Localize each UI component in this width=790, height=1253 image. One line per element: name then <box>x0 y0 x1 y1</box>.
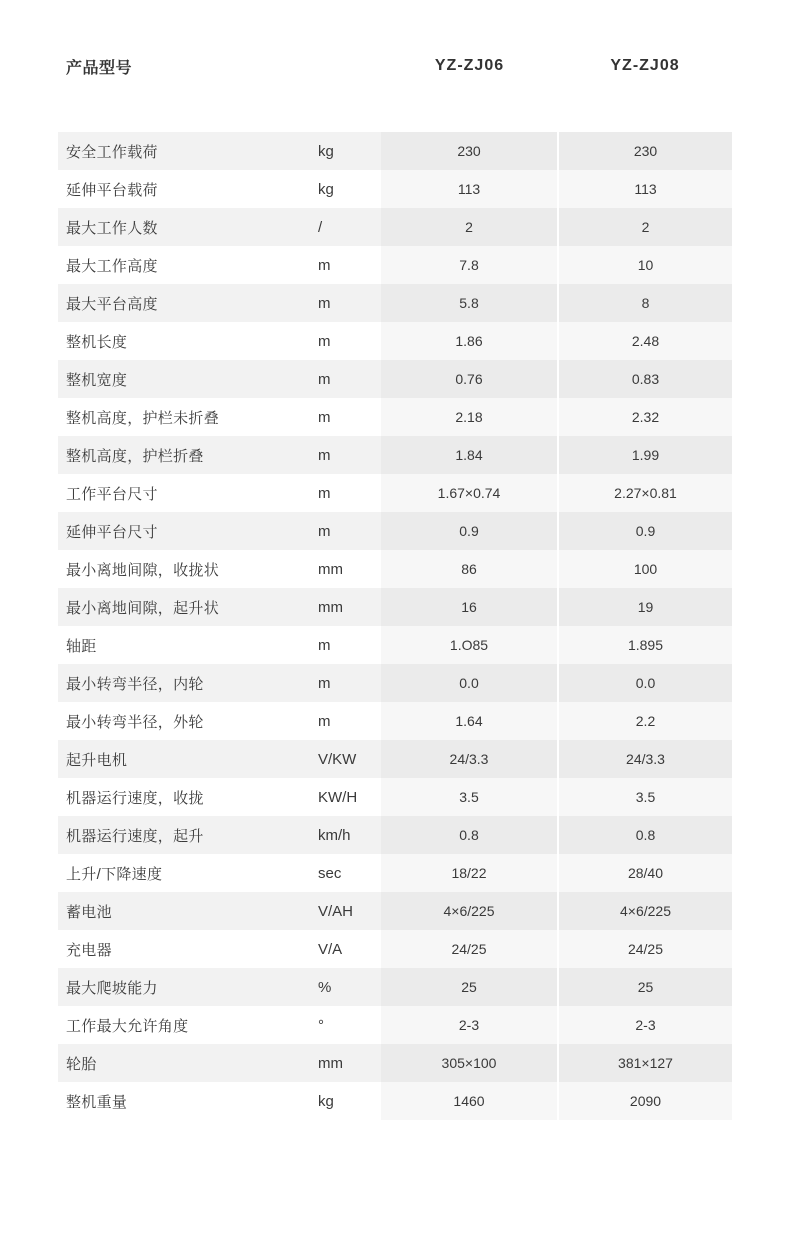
spec-value-model-2: 113 <box>558 170 732 208</box>
spec-name: 起升电机 <box>58 740 308 778</box>
spec-name: 整机宽度 <box>58 360 308 398</box>
spec-name: 整机高度，护栏折叠 <box>58 436 308 474</box>
spec-unit: mm <box>308 588 381 626</box>
spec-value-model-1: 5.8 <box>381 284 558 322</box>
spec-name: 工作平台尺寸 <box>58 474 308 512</box>
table-row <box>58 284 732 322</box>
spec-value-model-1: 2.18 <box>381 398 558 436</box>
spec-value-model-2: 0.8 <box>558 816 732 854</box>
spec-name: 延伸平台尺寸 <box>58 512 308 550</box>
spec-unit: ° <box>308 1006 381 1044</box>
table-row <box>58 1044 732 1082</box>
table-row <box>58 360 732 398</box>
spec-value-model-2: 0.83 <box>558 360 732 398</box>
spec-value-model-1: 305×100 <box>381 1044 558 1082</box>
table-row <box>58 740 732 778</box>
spec-value-model-2: 10 <box>558 246 732 284</box>
table-row <box>58 854 732 892</box>
spec-value-model-1: 113 <box>381 170 558 208</box>
spec-value-model-2: 8 <box>558 284 732 322</box>
spec-unit: m <box>308 474 381 512</box>
spec-value-model-1: 0.9 <box>381 512 558 550</box>
spec-value-model-2: 2.32 <box>558 398 732 436</box>
spec-name: 最小离地间隙，起升状 <box>58 588 308 626</box>
spec-unit: m <box>308 702 381 740</box>
spec-unit: KW/H <box>308 778 381 816</box>
spec-unit: / <box>308 208 381 246</box>
spec-unit: kg <box>308 132 381 170</box>
spec-name: 工作最大允许角度 <box>58 1006 308 1044</box>
table-row <box>58 778 732 816</box>
spec-value-model-1: 86 <box>381 550 558 588</box>
spec-name: 整机长度 <box>58 322 308 360</box>
spec-unit: mm <box>308 1044 381 1082</box>
spec-value-model-2: 100 <box>558 550 732 588</box>
spec-value-model-2: 2090 <box>558 1082 732 1120</box>
spec-value-model-2: 230 <box>558 132 732 170</box>
table-row <box>58 512 732 550</box>
spec-unit: km/h <box>308 816 381 854</box>
spec-value-model-2: 2.2 <box>558 702 732 740</box>
spec-unit: m <box>308 664 381 702</box>
spec-unit: m <box>308 626 381 664</box>
table-row <box>58 132 732 170</box>
spec-name: 轴距 <box>58 626 308 664</box>
spec-unit: m <box>308 398 381 436</box>
table-row <box>58 930 732 968</box>
spec-value-model-2: 381×127 <box>558 1044 732 1082</box>
spec-unit: sec <box>308 854 381 892</box>
spec-value-model-1: 2-3 <box>381 1006 558 1044</box>
spec-unit: m <box>308 246 381 284</box>
spec-name: 轮胎 <box>58 1044 308 1082</box>
spec-value-model-1: 25 <box>381 968 558 1006</box>
table-row <box>58 1082 732 1120</box>
table-row <box>58 398 732 436</box>
spec-name: 延伸平台载荷 <box>58 170 308 208</box>
spec-value-model-1: 3.5 <box>381 778 558 816</box>
table-row <box>58 1006 732 1044</box>
spec-name: 最大工作人数 <box>58 208 308 246</box>
spec-name: 最大工作高度 <box>58 246 308 284</box>
table-header <box>58 0 732 132</box>
spec-value-model-2: 24/3.3 <box>558 740 732 778</box>
spec-name: 蓄电池 <box>58 892 308 930</box>
spec-name: 上升/下降速度 <box>58 854 308 892</box>
spec-name: 最大平台高度 <box>58 284 308 322</box>
table-row <box>58 626 732 664</box>
table-row <box>58 208 732 246</box>
spec-unit: V/AH <box>308 892 381 930</box>
spec-unit: m <box>308 512 381 550</box>
spec-value-model-2: 0.9 <box>558 512 732 550</box>
spec-name: 最小转弯半径，内轮 <box>58 664 308 702</box>
spec-unit: m <box>308 284 381 322</box>
spec-value-model-1: 16 <box>381 588 558 626</box>
spec-unit: mm <box>308 550 381 588</box>
header-model-1: YZ-ZJ06 <box>434 57 505 74</box>
table-row <box>58 170 732 208</box>
spec-value-model-2: 0.0 <box>558 664 732 702</box>
spec-value-model-1: 0.76 <box>381 360 558 398</box>
header-unit <box>308 0 381 132</box>
spec-value-model-1: 1.O85 <box>381 626 558 664</box>
spec-name: 最小转弯半径，外轮 <box>58 702 308 740</box>
spec-value-model-2: 2.48 <box>558 322 732 360</box>
table-row <box>58 550 732 588</box>
spec-unit: kg <box>308 170 381 208</box>
spec-value-model-1: 18/22 <box>381 854 558 892</box>
spec-value-model-2: 2.27×0.81 <box>558 474 732 512</box>
spec-name: 整机高度，护栏未折叠 <box>58 398 308 436</box>
spec-value-model-2: 1.895 <box>558 626 732 664</box>
spec-unit: m <box>308 436 381 474</box>
spec-value-model-1: 7.8 <box>381 246 558 284</box>
spec-unit: kg <box>308 1082 381 1120</box>
spec-name: 最小离地间隙，收拢状 <box>58 550 308 588</box>
spec-value-model-1: 1.67×0.74 <box>381 474 558 512</box>
table-header-row <box>58 0 732 132</box>
spec-value-model-1: 2 <box>381 208 558 246</box>
header-product-model: 产品型号 <box>66 59 133 77</box>
table-row <box>58 702 732 740</box>
spec-value-model-1: 0.0 <box>381 664 558 702</box>
spec-value-model-2: 28/40 <box>558 854 732 892</box>
spec-unit: V/KW <box>308 740 381 778</box>
table-row <box>58 322 732 360</box>
table-row <box>58 892 732 930</box>
spec-value-model-1: 24/25 <box>381 930 558 968</box>
spec-name: 充电器 <box>58 930 308 968</box>
spec-value-model-1: 1.64 <box>381 702 558 740</box>
spec-unit: m <box>308 322 381 360</box>
spec-value-model-2: 1.99 <box>558 436 732 474</box>
spec-value-model-1: 1.86 <box>381 322 558 360</box>
spec-value-model-2: 4×6/225 <box>558 892 732 930</box>
spec-value-model-1: 0.8 <box>381 816 558 854</box>
table-row <box>58 664 732 702</box>
spec-name: 安全工作载荷 <box>58 132 308 170</box>
spec-value-model-1: 230 <box>381 132 558 170</box>
spec-value-model-2: 2 <box>558 208 732 246</box>
table-row <box>58 436 732 474</box>
spec-value-model-1: 1460 <box>381 1082 558 1120</box>
spec-unit: % <box>308 968 381 1006</box>
spec-name: 机器运行速度，起升 <box>58 816 308 854</box>
spec-name: 机器运行速度，收拢 <box>58 778 308 816</box>
table-row <box>58 474 732 512</box>
table-row <box>58 968 732 1006</box>
spec-value-model-2: 24/25 <box>558 930 732 968</box>
specification-table <box>58 0 732 1120</box>
spec-unit: m <box>308 360 381 398</box>
spec-value-model-1: 1.84 <box>381 436 558 474</box>
header-model-2: YZ-ZJ08 <box>610 57 680 74</box>
spec-name: 最大爬坡能力 <box>58 968 308 1006</box>
table-row <box>58 816 732 854</box>
spec-name: 整机重量 <box>58 1082 308 1120</box>
spec-value-model-2: 19 <box>558 588 732 626</box>
spec-value-model-1: 24/3.3 <box>381 740 558 778</box>
table-body <box>58 132 732 1120</box>
spec-value-model-2: 2-3 <box>558 1006 732 1044</box>
spec-value-model-2: 3.5 <box>558 778 732 816</box>
table-row <box>58 246 732 284</box>
spec-value-model-1: 4×6/225 <box>381 892 558 930</box>
spec-unit: V/A <box>308 930 381 968</box>
spec-value-model-2: 25 <box>558 968 732 1006</box>
table-row <box>58 588 732 626</box>
